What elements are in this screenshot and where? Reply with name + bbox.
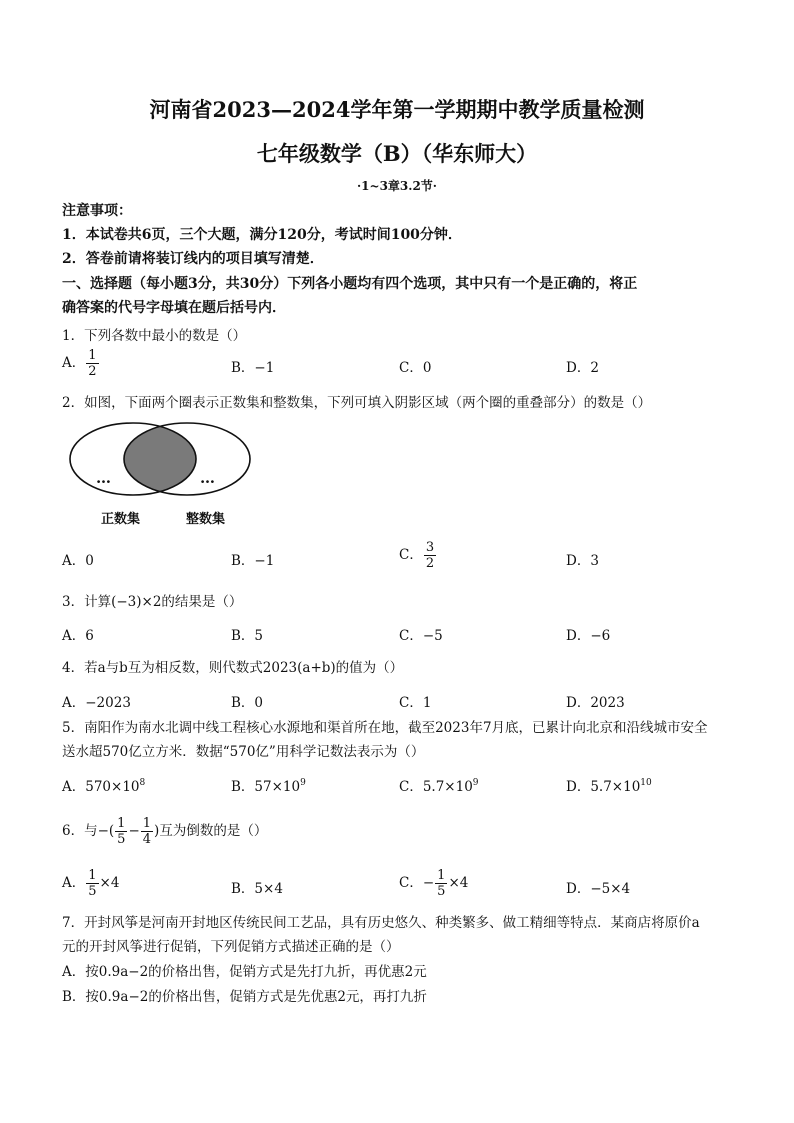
venn-left-dots: … bbox=[96, 469, 112, 487]
q7-stem-line1: 7．开封风筝是河南开封地区传统民间工艺品，具有历史悠久、种类繁多、做工精细等特点．某商店将原价a bbox=[62, 915, 700, 931]
q6-option-c-label: C．− bbox=[399, 875, 435, 891]
fraction-numerator: 1 bbox=[142, 816, 152, 831]
section1-instructions-line2: 确答案的代号字母填在题后括号内． bbox=[62, 300, 286, 316]
q4-option-b: B．0 bbox=[231, 695, 264, 711]
q2-option-d: D．3 bbox=[566, 553, 599, 569]
q5-stem-line2: 送水超570亿立方米．数据“570亿”用科学记数法表示为（） bbox=[62, 744, 425, 760]
q5-option-a bbox=[62, 775, 145, 795]
notes-item-2: 2．答卷前请将装订线内的项目填写清楚． bbox=[62, 251, 324, 267]
q4-option-a: A．−2023 bbox=[62, 695, 131, 711]
exam-subtitle: 七年级数学（B）（华东师大） bbox=[256, 141, 538, 166]
exam-scope: ·1~3章3.2节· bbox=[357, 179, 437, 193]
q6-option-b: B．5×4 bbox=[231, 881, 283, 897]
q6-minus-sign: − bbox=[128, 823, 140, 839]
q3-stem: 3．计算(−3)×2的结果是（） bbox=[62, 594, 243, 610]
q2-option-a: A．0 bbox=[62, 553, 94, 569]
q1-option-c: C．0 bbox=[399, 360, 432, 376]
q3-option-a: A．6 bbox=[62, 628, 94, 644]
q7-option-b: B．按0.9a−2的价格出售，促销方式是先优惠2元，再打九折 bbox=[62, 989, 427, 1005]
q1-option-a-label: A． bbox=[62, 355, 86, 371]
q2-stem: 2．如图，下面两个圈表示正数集和整数集，下列可填入阴影区域（两个圈的重叠部分）的数是（） bbox=[62, 395, 652, 411]
fraction-denominator: 5 bbox=[117, 832, 126, 847]
q1-option-d: D．2 bbox=[566, 360, 599, 376]
q6-option-c bbox=[399, 868, 468, 899]
q5-option-a-exponent: 8 bbox=[139, 778, 146, 788]
fraction-denominator: 5 bbox=[88, 884, 97, 899]
q2-option-c-fraction bbox=[424, 540, 436, 571]
venn-label-positive: 正数集 bbox=[101, 512, 141, 527]
venn-right-dots: … bbox=[200, 469, 216, 487]
q7-stem-line2: 元的开封风筝进行促销，下列促销方式描述正确的是（） bbox=[62, 939, 400, 955]
q5-option-a-base: A．570×10 bbox=[62, 779, 140, 795]
q6-stem-suffix: )互为倒数的是（） bbox=[154, 823, 268, 839]
q1-stem: 1．下列各数中最小的数是（） bbox=[62, 328, 247, 344]
q4-stem: 4．若a与b互为相反数，则代数式2023(a+b)的值为（） bbox=[62, 660, 404, 676]
q2-option-c bbox=[399, 540, 437, 571]
q6-stem-prefix: 6．与−( bbox=[62, 823, 115, 839]
fraction-numerator: 3 bbox=[425, 540, 435, 555]
q6-option-c-fraction bbox=[435, 868, 447, 899]
q6-option-a-suffix: ×4 bbox=[99, 875, 120, 891]
fraction-numerator: 1 bbox=[88, 348, 97, 363]
q5-option-b-exponent: 9 bbox=[300, 778, 306, 788]
q4-option-d: D．2023 bbox=[566, 695, 625, 711]
q5-option-c bbox=[399, 775, 479, 795]
q3-option-c: C．−5 bbox=[399, 628, 443, 644]
q5-option-b-base: B．57×10 bbox=[231, 779, 301, 795]
q5-option-d-base: D．5.7×10 bbox=[566, 779, 641, 795]
q2-option-b: B．−1 bbox=[231, 553, 275, 569]
fraction-denominator: 2 bbox=[88, 364, 97, 379]
q5-stem-line1: 5．南阳作为南水北调中线工程核心水源地和渠首所在地，截至2023年7月底，已累计向北京和沿线城市安全 bbox=[62, 720, 708, 736]
q5-option-b bbox=[231, 775, 306, 795]
fraction-numerator: 1 bbox=[437, 868, 446, 883]
fraction-numerator: 1 bbox=[117, 816, 126, 831]
q1-option-a bbox=[62, 348, 100, 379]
q6-fraction-1 bbox=[115, 816, 127, 847]
notes-heading: 注意事项： bbox=[62, 203, 132, 219]
q1-option-b: B．−1 bbox=[231, 360, 275, 376]
fraction-denominator: 4 bbox=[142, 832, 152, 847]
fraction-denominator: 2 bbox=[425, 556, 435, 571]
q6-stem bbox=[62, 816, 267, 847]
q3-option-b: B．5 bbox=[231, 628, 264, 644]
notes-item-1: 1．本试卷共6页，三个大题，满分120分，考试时间100分钟． bbox=[62, 227, 462, 243]
q4-option-c: C．1 bbox=[399, 695, 432, 711]
q3-option-d: D．−6 bbox=[566, 628, 611, 644]
fraction-denominator: 5 bbox=[437, 884, 446, 899]
q7-option-a: A．按0.9a−2的价格出售，促销方式是先打九折，再优惠2元 bbox=[62, 964, 427, 980]
section1-instructions-line1: 一、选择题（每小题3分，共30分）下列各小题均有四个选项，其中只有一个是正确的，将正 bbox=[62, 276, 638, 292]
q5-option-c-base: C．5.7×10 bbox=[399, 779, 473, 795]
q6-option-a-fraction bbox=[86, 868, 98, 899]
q5-option-d bbox=[566, 775, 652, 795]
exam-title: 河南省2023—2024学年第一学期期中教学质量检测 bbox=[149, 97, 645, 122]
q5-option-c-exponent: 9 bbox=[472, 778, 479, 788]
q5-option-d-exponent: 10 bbox=[640, 778, 652, 788]
venn-diagram bbox=[60, 418, 260, 508]
q6-option-a bbox=[62, 868, 119, 899]
venn-label-integer: 整数集 bbox=[186, 512, 226, 527]
fraction-numerator: 1 bbox=[88, 868, 97, 883]
q6-fraction-2 bbox=[141, 816, 153, 847]
q1-option-a-fraction bbox=[86, 348, 98, 379]
q6-option-a-label: A． bbox=[62, 875, 86, 891]
q2-option-c-label: C． bbox=[399, 547, 423, 563]
q6-option-d: D．−5×4 bbox=[566, 881, 631, 897]
q6-option-c-suffix: ×4 bbox=[448, 875, 469, 891]
